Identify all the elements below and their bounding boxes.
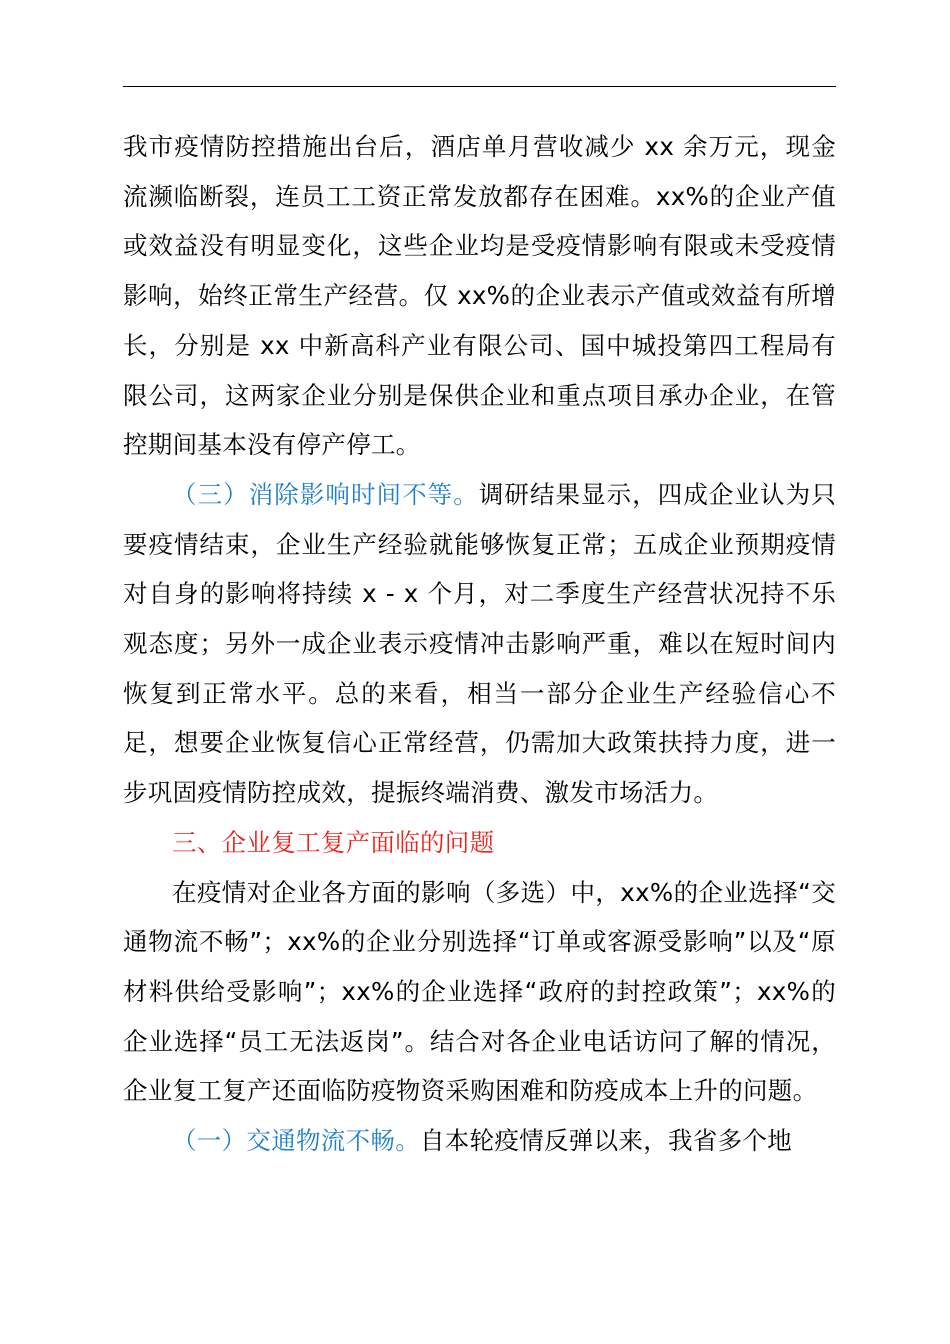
section-heading (123, 818, 836, 868)
subheading-subsection-1: （一）交通物流不畅。 (172, 1126, 420, 1156)
paragraph-text: 自本轮疫情反弹以来，我省多个地 (420, 1126, 792, 1156)
document-body (123, 122, 836, 1166)
paragraph-problems-intro (123, 868, 836, 1117)
paragraph-section-3 (123, 470, 836, 818)
subheading-section-3: （三）消除影响时间不等。 (172, 479, 479, 509)
paragraph-subsection-1 (123, 1116, 836, 1166)
paragraph-continuation (123, 122, 836, 470)
paragraph-text: 在疫情对企业各方面的影响（多选）中，xx%的企业选择“交通物流不畅”；xx%的企业分别选择“订单或客源受影响”以及“原材料供给受影响”；xx%的企业选择“政府的封控政策”；xx%的企业选择“员工无法返岗”。结合对各企业电话访问了解的情况，企业复工复产还面临防疫物资采购困难和防疫成本上升的问题。 (123, 877, 836, 1106)
section-heading-text: 三、企业复工复产面临的问题 (172, 827, 495, 857)
paragraph-text: 我市疫情防控措施出台后，酒店单月营收减少 xx 余万元，现金流濒临断裂，连员工工资正常发放都存在困难。xx%的企业产值或效益没有明显变化，这些企业均是受疫情影响有限或未受疫情影响，始终正常生产经营。仅 xx%的企业表示产值或效益有所增长，分别是 xx 中新高科产业有限公司、国中城投第四工程局有限公司，这两家企业分别是保供企业和重点项目承办企业，在管控期间基本没有停产停工。 (123, 132, 837, 460)
paragraph-text: 调研结果显示，四成企业认为只要疫情结束，企业生产经验就能够恢复正常；五成企业预期疫情对自身的影响将持续 x - x 个月，对二季度生产经营状况持不乐观态度；另外一成企业表示疫情冲击影响严重，难以在短时间内恢复到正常水平。总的来看，相当一部分企业生产经验信心不足，想要企业恢复信心正常经营，仍需加大政策扶持力度，进一步巩固疫情防控成效，提振终端消费、激发市场活力。 (123, 479, 836, 808)
header-rule (123, 86, 836, 87)
